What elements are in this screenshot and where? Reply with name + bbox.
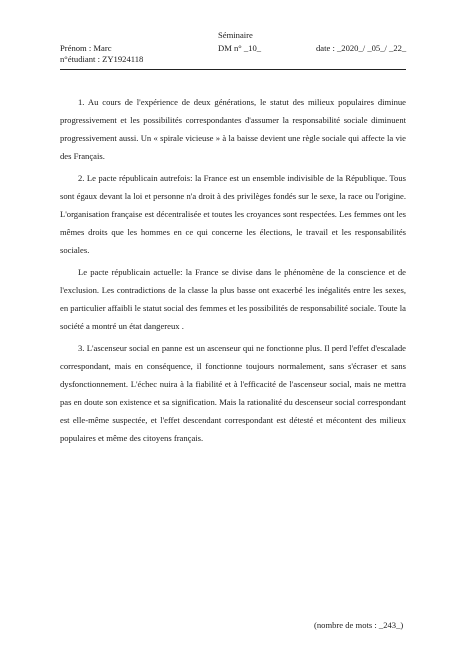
homework-number: DM n° _10_ (218, 43, 262, 53)
student-first-name: Prénom : Marc (60, 43, 112, 53)
paragraph-1: 1. Au cours de l'expérience de deux générations, le statut des milieux populaires diminue progressivement et les possibilités correspondantes d'assumer la responsabilité sociale diminuent progressivement aussi. Un « spirale vicieuse » à la baisse devient une règle sociale qui affecte la vie des Français. (60, 97, 406, 161)
paragraph-3: Le pacte républicain actuelle: la France se divise dans le phénomène de la conscience et de l'exclusion. Les contradictions de la classe la plus basse ont exacerbé les inégalités entre les sexes, en particulier affaibli le statut social des femmes et les possibilités de responsabilité sociale. Toute la société a montré un état dangereux . (60, 267, 406, 331)
paragraph-4: 3. L'ascenseur social en panne est un ascenseur qui ne fonctionne plus. Il perd l'effet d'escalade correspondant, mais en conséquence, il fonctionne toujours normalement, sans s'écraser et sans dysfonctionnement. L'échec nuira à la fiabilité et à l'efficacité de l'ascenseur social, mais ne mettra pas en doute son existence et sa signification. Mais la rationalité du descenseur social correspondant est elle-même suspectée, et l'effet descendant correspondant est détesté et mécontent des milieux populaires et même des citoyens français. (60, 343, 406, 443)
word-count: (nombre de mots : _243_) (314, 620, 404, 630)
paragraph-2: 2. Le pacte républicain autrefois: la France est un ensemble indivisible de la République. Tous sont égaux devant la loi et personne n'a droit à des privilèges fondés sur le sexe, la race ou l'origine. L'organisation française est décentralisée et toutes les croyances sont respectées. Les femmes ont les mêmes droits que les hommes en ce qui concerne les élections, le travail et les responsabilités sociales. (60, 173, 406, 255)
seminar-title: Séminaire (218, 30, 253, 40)
student-number: n°étudiant : ZY1924118 (60, 54, 144, 64)
document-body (60, 93, 406, 451)
date-field: date : _2020_/ _05_/ _22_ (316, 43, 407, 53)
header-divider (60, 69, 406, 70)
